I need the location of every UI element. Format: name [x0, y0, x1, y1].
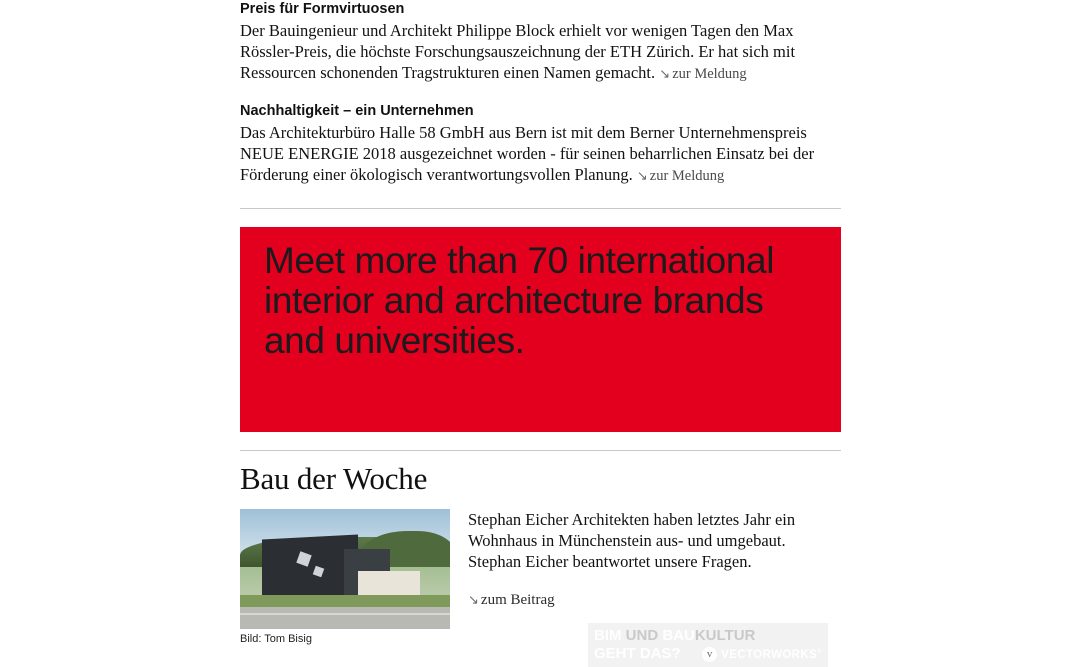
vw-und-text: UND — [621, 626, 663, 644]
news-title: Nachhaltigkeit – ein Unternehmen — [240, 102, 474, 119]
vw-kultur-text: KULTUR — [694, 626, 756, 644]
news-item — [240, 102, 841, 186]
article-text — [468, 509, 841, 667]
article-paragraph: Stephan Eicher Architekten haben letztes Jahr ein Wohnhaus in Münchenstein aus- und umgebaut. Stephan Eicher beantwortet unsere Fragen. — [468, 509, 796, 572]
article-more-link[interactable] — [468, 592, 841, 609]
vectorworks-line2-row — [594, 645, 822, 664]
news-body-text: Der Bauingenieur und Architekt Philippe Block erhielt vor wenigen Tagen den Max Rössler-Preis, die höchste Forschungsauszeichnung der ETH Zürich. Er hat sich mit Ressourcen schonenden Tragstrukturen einen Namen gemacht. — [240, 21, 796, 83]
vw-bim-text: BIM — [594, 626, 622, 644]
ad-banner[interactable] — [240, 227, 841, 432]
news-more-link[interactable] — [637, 168, 724, 184]
news-body — [240, 20, 841, 84]
arrow-down-right-icon: ↘ — [659, 67, 671, 83]
article-more-link-label: zum Beitrag — [480, 592, 555, 609]
vectorworks-wordmark — [721, 649, 822, 661]
news-more-link[interactable] — [659, 66, 746, 82]
photo-road — [240, 607, 450, 629]
vectorworks-v-icon: v — [702, 647, 717, 662]
arrow-down-right-icon: ↘ — [636, 169, 648, 185]
divider — [240, 450, 841, 451]
photo-building-light — [358, 571, 420, 597]
news-more-link-label: zur Meldung — [672, 66, 747, 83]
section-heading: Bau der Woche — [240, 460, 428, 496]
vectorworks-line1 — [594, 627, 822, 646]
divider — [240, 208, 841, 209]
arrow-down-right-icon: ↘ — [468, 593, 479, 609]
news-item — [240, 0, 841, 84]
news-title: Preis für Formvirtuosen — [240, 1, 405, 17]
vectorworks-ad-banner[interactable] — [588, 623, 828, 667]
ad-banner-text: Meet more than 70 international interior and architecture brands and universities. — [264, 239, 775, 361]
article-photo — [240, 509, 450, 629]
news-more-link-label: zur Meldung — [649, 168, 725, 185]
vectorworks-trademark: ® — [817, 648, 822, 655]
vw-bau-text: BAU — [662, 626, 695, 644]
article-figure[interactable] — [240, 509, 450, 667]
photo-caption: Bild: Tom Bisig — [240, 632, 312, 645]
news-body-text: Das Architekturbüro Halle 58 GmbH aus Bern ist mit dem Berner Unternehmenspreis NEUE ENERGIE 2018 ausgezeichnet worden - für seinen beharrlichen Einsatz bei der Förderung einer ökologisch verantwortungsvollen Planung. — [240, 123, 815, 185]
content-column — [240, 0, 841, 667]
vectorworks-wordmark-text: VECTORWORKS — [721, 648, 818, 661]
news-body — [240, 122, 841, 186]
vectorworks-line2: GEHT DAS? — [594, 645, 681, 663]
vectorworks-logo — [702, 647, 822, 662]
bau-der-woche-block — [240, 509, 841, 667]
